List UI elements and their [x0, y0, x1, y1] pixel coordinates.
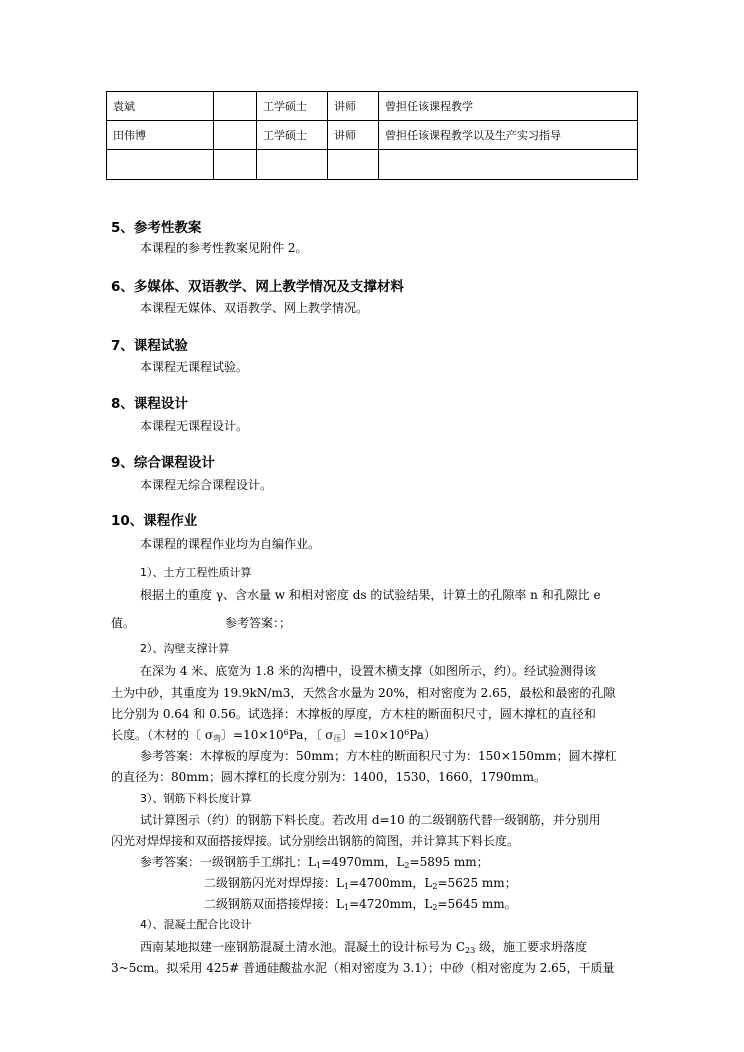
paragraph-line: 西南某地拟建一座钢筋混凝土清水池。混凝土的设计标号为 $C_{23}$ 级，施工要求坍落度 [140, 940, 588, 955]
table-cell: 袁斌 [107, 92, 214, 121]
paragraph-line: 长度。（木材的〔 $\sigma_弯$〕$=10\times 10^6Pa$，〔 $\sigma_压$〕$=10\times 10^6Pa$） [111, 728, 436, 743]
paragraph-line: 比分别为 0.64 和 0.56。试选择：木撑板的厚度，方木柱的断面积尺寸，圆木撑杠的直径和 [111, 707, 596, 721]
table-cell: 曾担任该课程教学以及生产实习指导 [379, 121, 638, 150]
paragraph-line: 试计算图示（约）的钢筋下料长度。若改用 d=10 的二级钢筋代替一级钢筋，并分别用 [140, 813, 601, 827]
answer-line: 参考答案：一级钢筋手工绑扎：$L_1=4970mm$，$L_2=5895$ mm； [140, 855, 489, 870]
table-cell: 工学硕士 [257, 92, 328, 121]
section-body: 本课程的参考性教案见附件 2。 [140, 241, 308, 255]
section-heading: 7、课程试验 [111, 338, 188, 354]
section-body: 本课程无媒体、双语教学、网上教学情况。 [140, 301, 369, 315]
subsection-title: 3）、钢筋下料长度计算 [140, 792, 252, 805]
table-cell [328, 150, 379, 180]
table-cell [214, 92, 257, 121]
paragraph-line: 闪光对焊焊接和双面搭接焊接。试分别绘出钢筋的简图，并计算其下料长度。 [111, 834, 520, 848]
table-cell: 工学硕士 [257, 121, 328, 150]
table-cell: 讲师 [328, 121, 379, 150]
table-cell [257, 150, 328, 180]
table-cell: 田伟博 [107, 121, 214, 150]
table-row [107, 150, 638, 180]
table-cell [107, 150, 214, 180]
paragraph-line: 在深为 4 米、底宽为 1.8 米的沟槽中，设置木横支撑（如图所示，约）。经试验测得该 [140, 664, 596, 678]
table-cell [379, 150, 638, 180]
section-body: 本课程无课程设计。 [140, 419, 249, 433]
subsection-title: 4）、混凝土配合比设计 [140, 918, 252, 931]
answer-line: 二级钢筋双面搭接焊接：$L_1=4720mm$，$L_2=5645$ mm。 [204, 897, 517, 912]
paragraph-line: 根据土的重度 γ、含水量 w 和相对密度 ds 的试验结果，计算土的孔隙率 n 和孔隙比 e [140, 588, 601, 602]
section-heading: 9、综合课程设计 [111, 455, 215, 471]
section-body: 本课程无综合课程设计。 [140, 478, 273, 492]
section-heading: 5、参考性教案 [111, 220, 202, 236]
section-body: 本课程无课程试验。 [140, 360, 249, 374]
subsection-title: 2）、沟壁支撑计算 [140, 642, 230, 655]
answer-line: 二级钢筋闪光对焊焊接：$L_1=4700mm$，$L_2=5625$ mm； [204, 876, 517, 891]
table-row [107, 121, 638, 150]
section-body: 本课程的课程作业均为自编作业。 [140, 537, 321, 551]
staff-table [106, 91, 638, 180]
table-cell [214, 121, 257, 150]
paragraph-line: 值。 [111, 616, 136, 630]
table-row [107, 92, 638, 121]
table-cell: 曾担任该课程教学 [379, 92, 638, 121]
answer-line: 参考答案：木撑板的厚度为：50mm；方木柱的断面积尺寸为：150×150mm；圆木撑杠 [140, 749, 617, 763]
subsection-title: 1）、土方工程性质计算 [140, 566, 252, 579]
section-heading: 10、课程作业 [111, 513, 198, 529]
table-cell: 讲师 [328, 92, 379, 121]
table-cell [214, 150, 257, 180]
paragraph-line: 3~5cm。拟采用 425# 普通硅酸盐水泥（相对密度为 3.1）；中砂（相对密度为 2.65，干质量 [111, 961, 615, 975]
section-heading: 6、多媒体、双语教学、网上教学情况及支撑材料 [111, 279, 404, 295]
section-heading: 8、课程设计 [111, 396, 188, 412]
answer-line: 的直径为：80mm；圆木撑杠的长度分别为：1400，1530，1660，1790mm。 [111, 770, 546, 784]
answer-line: 参考答案：； [225, 616, 292, 630]
paragraph-line: 土为中砂，其重度为 19.9kN/m3，天然含水量为 20%，相对密度为 2.65，最松和最密的孔隙 [111, 686, 616, 700]
